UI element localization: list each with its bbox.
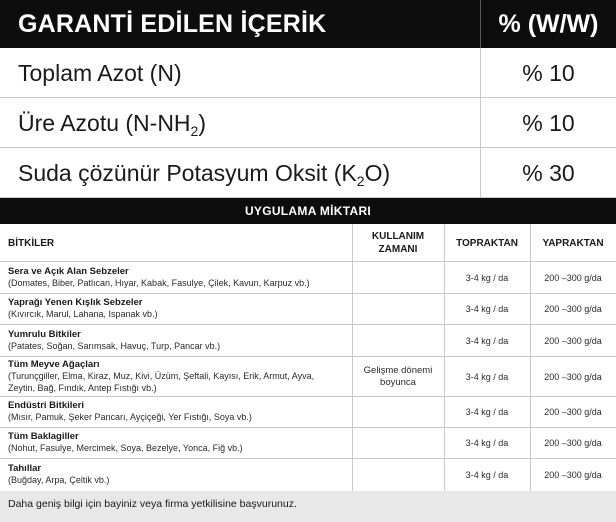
- plant-desc-line2: Zeytin, Bağ, Fındık, Antep Fıstığı vb.): [8, 382, 157, 393]
- application-header-row: [0, 224, 616, 262]
- leaf-dose: 200 –300 g/da: [544, 371, 602, 382]
- timing-line1: Gelişme dönemi: [363, 364, 433, 376]
- plant-cell: [8, 294, 348, 324]
- plant-name: Tüm Meyve Ağaçları: [8, 359, 100, 370]
- soil-dose: 3-4 kg / da: [465, 272, 509, 283]
- plant-desc: (Turunçgiller, Elma, Kiraz, Muz, Kivi, Üzüm, Şeftali, Kayısı, Erik, Armut, Ayva,: [8, 371, 315, 381]
- plant-desc: (Domates, Biber, Patlıcan, Hıyar, Kabak, Fasulye, Çilek, Kavun, Karpuz vb.): [8, 277, 310, 288]
- guarantee-header: [0, 0, 616, 48]
- timing-merged-cell: [352, 262, 444, 491]
- plant-cell: [8, 397, 348, 427]
- guarantee-row-name: [18, 148, 390, 198]
- plant-cell: [8, 357, 348, 396]
- plant-cell: [8, 325, 348, 356]
- column-divider: [352, 224, 353, 491]
- guarantee-row-potassium-oxide: [0, 148, 616, 198]
- soil-dose: 3-4 kg / da: [465, 335, 509, 346]
- leaf-dose: 200 –300 g/da: [544, 304, 602, 314]
- plant-cell: [8, 262, 348, 293]
- column-divider: [444, 224, 445, 491]
- plant-desc: (Patates, Soğan, Sarımsak, Havuç, Turp, Pancar vb.): [8, 340, 221, 351]
- guarantee-header-unit: % (W/W): [480, 0, 616, 48]
- header-soil: TOPRAKTAN: [456, 237, 518, 249]
- table-row: [0, 262, 616, 294]
- header-leaf: YAPRAKTAN: [542, 237, 604, 249]
- leaf-dose: 200 –300 g/da: [544, 438, 602, 448]
- table-row: [0, 397, 616, 428]
- leaf-dose: 200 –300 g/da: [544, 407, 602, 417]
- plant-name: Endüstri Bitkileri: [8, 400, 85, 412]
- timing-line2: boyunca: [380, 376, 416, 388]
- table-row: [0, 325, 616, 357]
- guarantee-row-value: % 30: [480, 148, 616, 198]
- header-timing: [352, 224, 444, 262]
- leaf-dose: 200 –300 g/da: [544, 470, 602, 480]
- application-title: UYGULAMA MİKTARI: [0, 198, 616, 224]
- soil-dose: 3-4 kg / da: [465, 438, 509, 448]
- footer-note: Daha geniş bilgi için bayiniz veya firma yetkilisine başvurunuz.: [0, 491, 616, 522]
- table-row: [0, 459, 616, 491]
- name-tail: ): [198, 110, 207, 136]
- soil-dose: 3-4 kg / da: [465, 407, 509, 417]
- plant-name: Yaprağı Yenen Kışlık Sebzeler: [8, 297, 143, 309]
- guarantee-row-value: % 10: [480, 98, 616, 148]
- guarantee-row-value: % 10: [480, 48, 616, 98]
- plant-cell: [8, 459, 348, 491]
- leaf-dose: 200 –300 g/da: [544, 335, 602, 346]
- guarantee-row-name: Toplam Azot (N): [18, 60, 182, 86]
- leaf-dose: 200 –300 g/da: [544, 272, 602, 283]
- guarantee-header-content: GARANTİ EDİLEN İÇERİK: [18, 10, 327, 38]
- plant-name: Tüm Baklagiller: [8, 431, 79, 443]
- plant-desc: (Mısır, Pamuk, Şeker Pancarı, Ayçiçeği, Yer Fıstığı, Soya vb.): [8, 412, 252, 423]
- plant-name: Sera ve Açık Alan Sebzeler: [8, 265, 129, 277]
- plant-cell: [8, 428, 348, 458]
- soil-dose: 3-4 kg / da: [465, 304, 509, 314]
- table-row: [0, 428, 616, 459]
- guarantee-row-total-nitrogen: [0, 48, 616, 98]
- soil-dose: 3-4 kg / da: [465, 470, 509, 480]
- name-subscript: 2: [190, 123, 199, 139]
- header-plants: BİTKİLER: [8, 237, 55, 249]
- plant-desc: (Buğday, Arpa, Çeltik vb.): [8, 475, 110, 486]
- plant-name: Yumrulu Bitkiler: [8, 328, 81, 340]
- name-main: Suda çözünür Potasyum Oksit (K: [18, 160, 357, 186]
- column-divider: [530, 224, 531, 491]
- header-timing-line2: ZAMANI: [378, 244, 418, 255]
- name-main: Üre Azotu (N-NH: [18, 110, 191, 136]
- soil-dose: 3-4 kg / da: [465, 371, 509, 382]
- table-row: [0, 294, 616, 325]
- header-timing-line1: KULLANIM: [371, 231, 425, 242]
- table-row: [0, 357, 616, 397]
- plant-name: Tahıllar: [8, 463, 42, 475]
- plant-desc: (Kıvırcık, Marul, Lahana, Ispanak vb.): [8, 309, 158, 320]
- name-tail: O): [364, 160, 391, 186]
- plant-desc: (Nohut, Fasulye, Mercimek, Soya, Bezelye, Yonca, Fiğ vb.): [8, 443, 243, 454]
- guarantee-row-name: [18, 98, 206, 148]
- guarantee-row-urea-nitrogen: [0, 98, 616, 148]
- name-subscript: 2: [356, 173, 365, 189]
